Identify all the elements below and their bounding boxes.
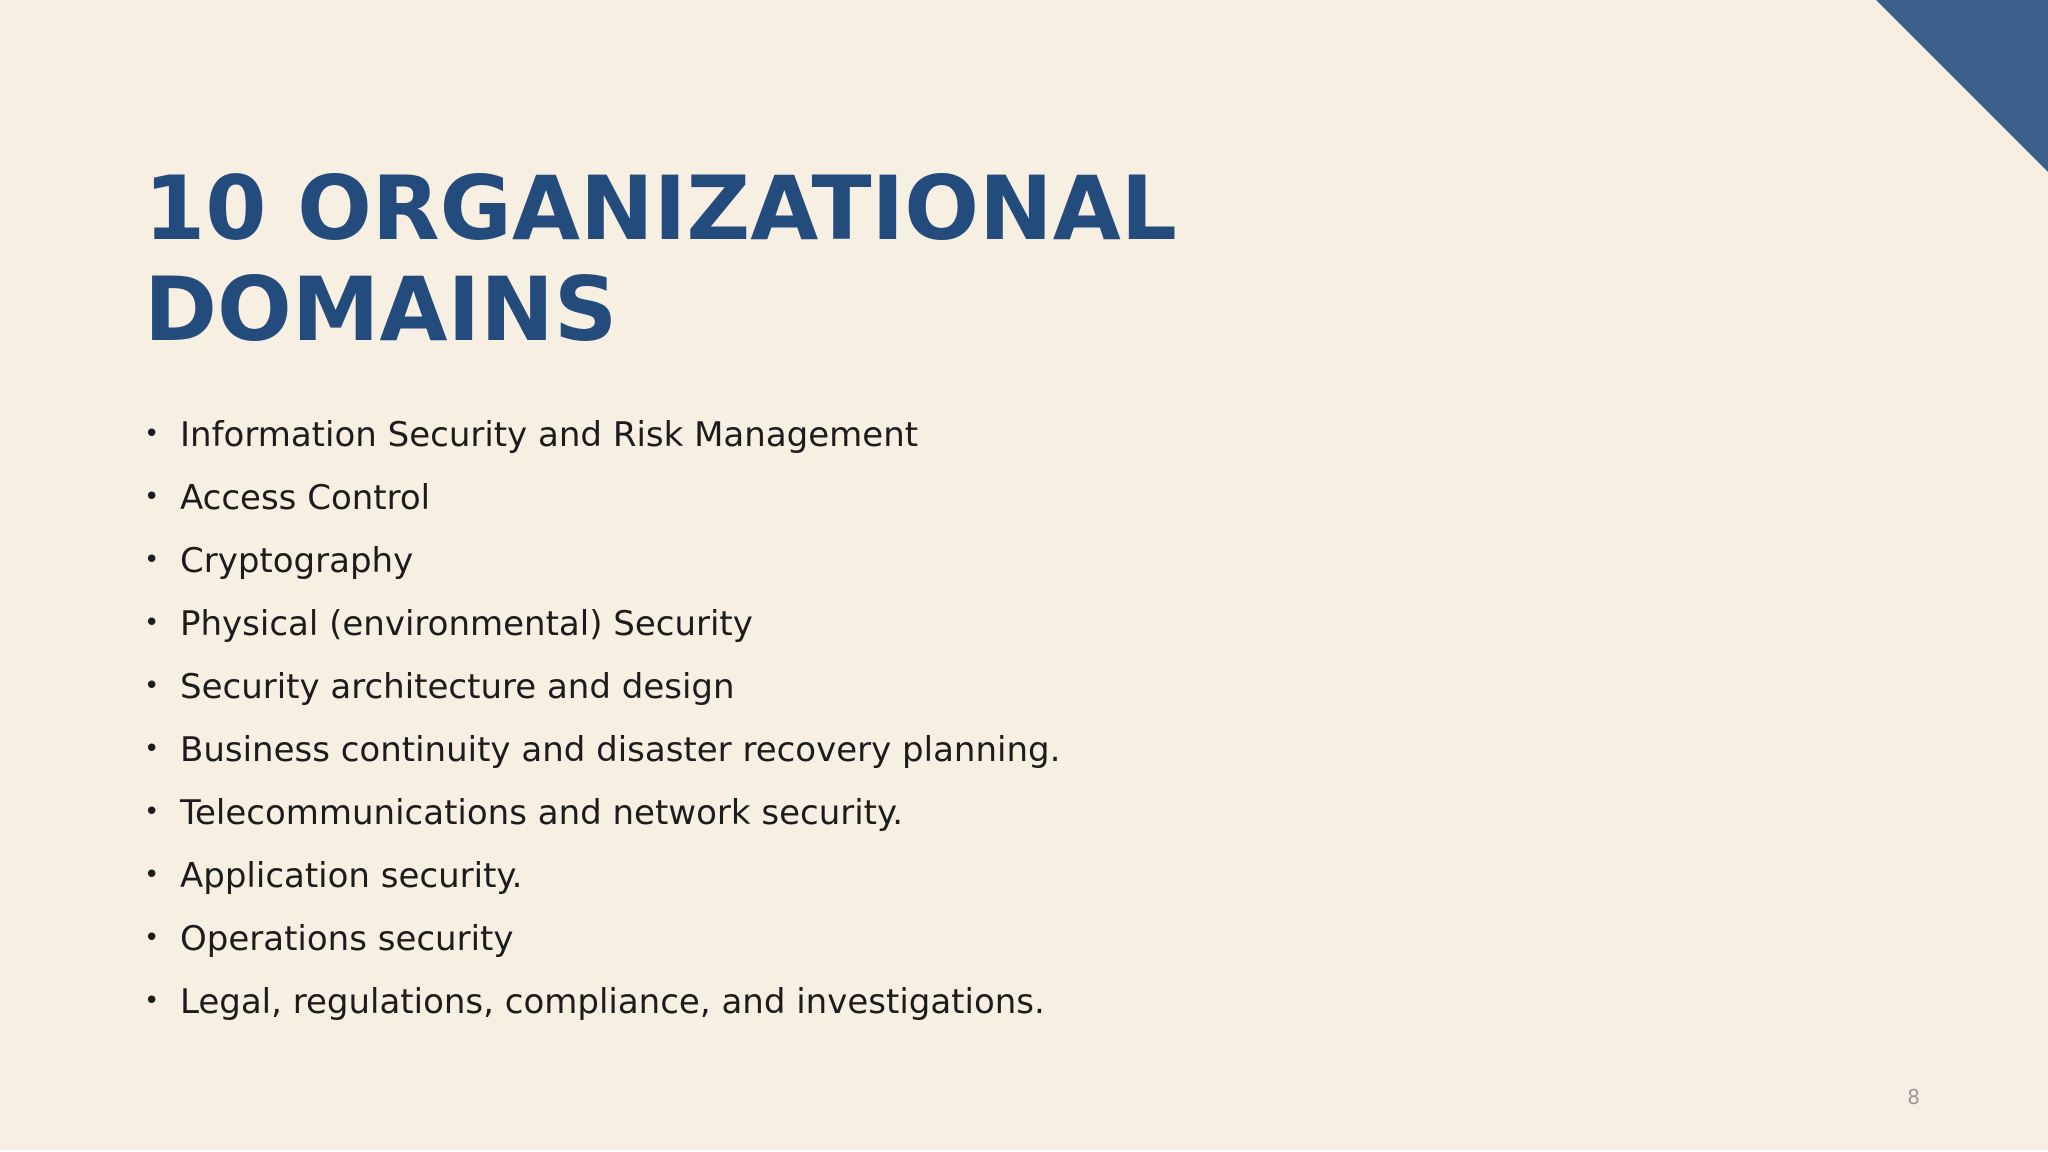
bullet-icon: • — [144, 734, 160, 764]
bullet-icon: • — [144, 545, 160, 575]
title-line-2: DOMAINS — [144, 258, 618, 361]
list-item-text: Business continuity and disaster recovery planning. — [180, 730, 1061, 770]
title-line-1: 10 ORGANIZATIONAL — [144, 157, 1177, 260]
list-item-text: Telecommunications and network security. — [180, 793, 904, 833]
bullet-icon: • — [144, 986, 160, 1016]
list-item — [144, 913, 1544, 976]
list-item-text: Security architecture and design — [180, 667, 735, 707]
bullet-icon: • — [144, 482, 160, 512]
list-item-text: Legal, regulations, compliance, and investigations. — [180, 982, 1045, 1022]
list-item-text: Application security. — [180, 856, 523, 896]
list-item-text: Physical (environmental) Security — [180, 604, 753, 644]
bullet-icon: • — [144, 860, 160, 890]
bullet-icon: • — [144, 923, 160, 953]
list-item-text: Operations security — [180, 919, 514, 959]
domain-list — [144, 409, 1544, 1039]
bullet-icon: • — [144, 671, 160, 701]
list-item — [144, 535, 1544, 598]
list-item-text: Access Control — [180, 478, 431, 518]
list-item-text: Information Security and Risk Management — [180, 415, 919, 455]
list-item-text: Cryptography — [180, 541, 414, 581]
list-item — [144, 661, 1544, 724]
bullet-icon: • — [144, 797, 160, 827]
list-item — [144, 787, 1544, 850]
list-item — [144, 598, 1544, 661]
list-item — [144, 724, 1544, 787]
list-item — [144, 409, 1544, 472]
bullet-icon: • — [144, 419, 160, 449]
page-number: 8 — [1907, 1085, 1920, 1109]
corner-accent-triangle — [1876, 0, 2048, 172]
list-item — [144, 850, 1544, 913]
slide-title — [144, 158, 1344, 360]
list-item — [144, 976, 1544, 1039]
bullet-icon: • — [144, 608, 160, 638]
list-item — [144, 472, 1544, 535]
